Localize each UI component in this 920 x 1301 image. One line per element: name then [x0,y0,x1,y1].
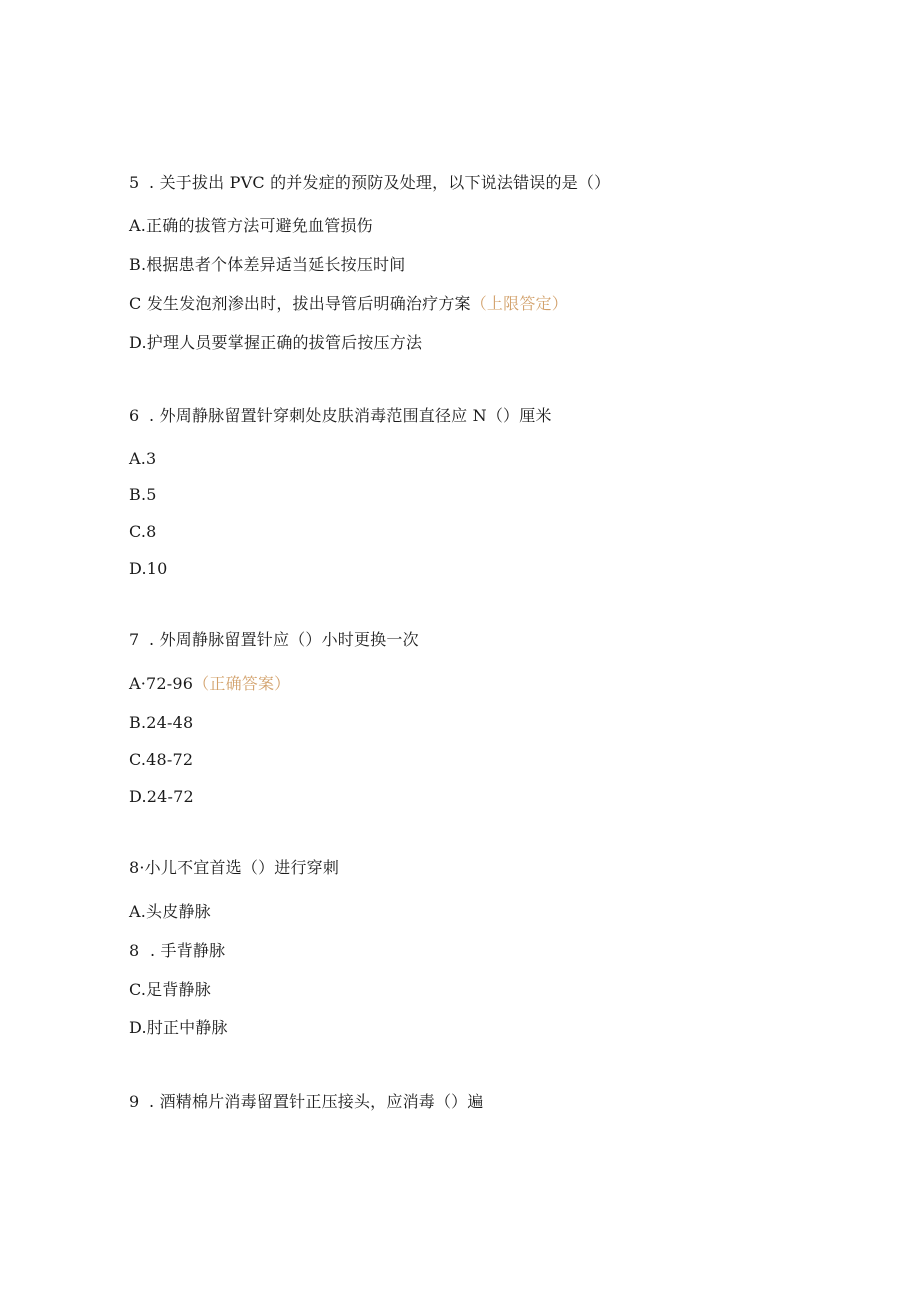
answer-annotation: （正确答案） [193,674,291,693]
question-6-option-d [129,559,168,579]
question-8-stem [129,858,339,878]
option-text: C.足背静脉 [129,980,211,999]
question-6-option-c [129,522,157,542]
option-text: B.5 [129,485,157,504]
question-5-option-b [129,255,405,275]
question-number: 5 [129,173,140,192]
option-text: D.护理人员要掌握正确的拔管后按压方法 [129,333,423,352]
question-7-option-a [129,674,290,694]
option-text: D.肘正中静脉 [129,1018,228,1037]
option-text: C 发生发泡剂渗出时，拔出导管后明确治疗方案 [129,294,471,313]
question-7-option-d [129,787,194,807]
option-text: D.10 [129,559,168,578]
question-6-stem [129,406,552,426]
question-text: 8·小儿不宜首选（）进行穿刺 [129,858,340,877]
question-7-option-c [129,750,193,770]
question-text: . 外周静脉留置针应（）小时更换一次 [149,630,419,649]
question-7-option-b [129,713,193,733]
question-number: 6 [129,406,140,425]
question-8-option-d [129,1018,228,1038]
option-text: A.3 [129,449,157,468]
question-8-option-c [129,980,211,1000]
question-8-option-b [129,941,225,961]
question-8-option-a [129,902,211,922]
option-text: D.24-72 [129,787,194,806]
option-text: B.根据患者个体差异适当延长按压时间 [129,255,406,274]
option-text: A.正确的拔管方法可避免血管损伤 [129,216,373,235]
question-7-stem [129,630,419,650]
question-text: . 关于拔出 PVC 的并发症的预防及处理，以下说法错误的是（） [149,173,611,192]
question-5-option-c [129,294,568,314]
question-6-option-b [129,485,157,505]
question-5-option-a [129,216,373,236]
question-5-option-d [129,333,422,353]
option-text: A·72-96 [129,674,194,693]
option-text: B.24-48 [129,713,194,732]
question-5-stem [129,173,610,193]
question-6-option-a [129,449,156,469]
question-text: . 外周静脉留置针穿刺处皮肤消毒范围直径应 N（）厘米 [149,406,552,425]
question-9-stem [129,1092,484,1112]
option-text: A.头皮静脉 [129,902,211,921]
question-text: . 酒精棉片消毒留置针正压接头，应消毒（）遍 [149,1092,484,1111]
question-number: 7 [129,630,140,649]
answer-annotation: （上限答定） [470,294,568,313]
option-text: 8 . 手背静脉 [129,941,226,960]
option-text: C.8 [129,522,157,541]
option-text: C.48-72 [129,750,194,769]
question-number: 9 [129,1092,140,1111]
